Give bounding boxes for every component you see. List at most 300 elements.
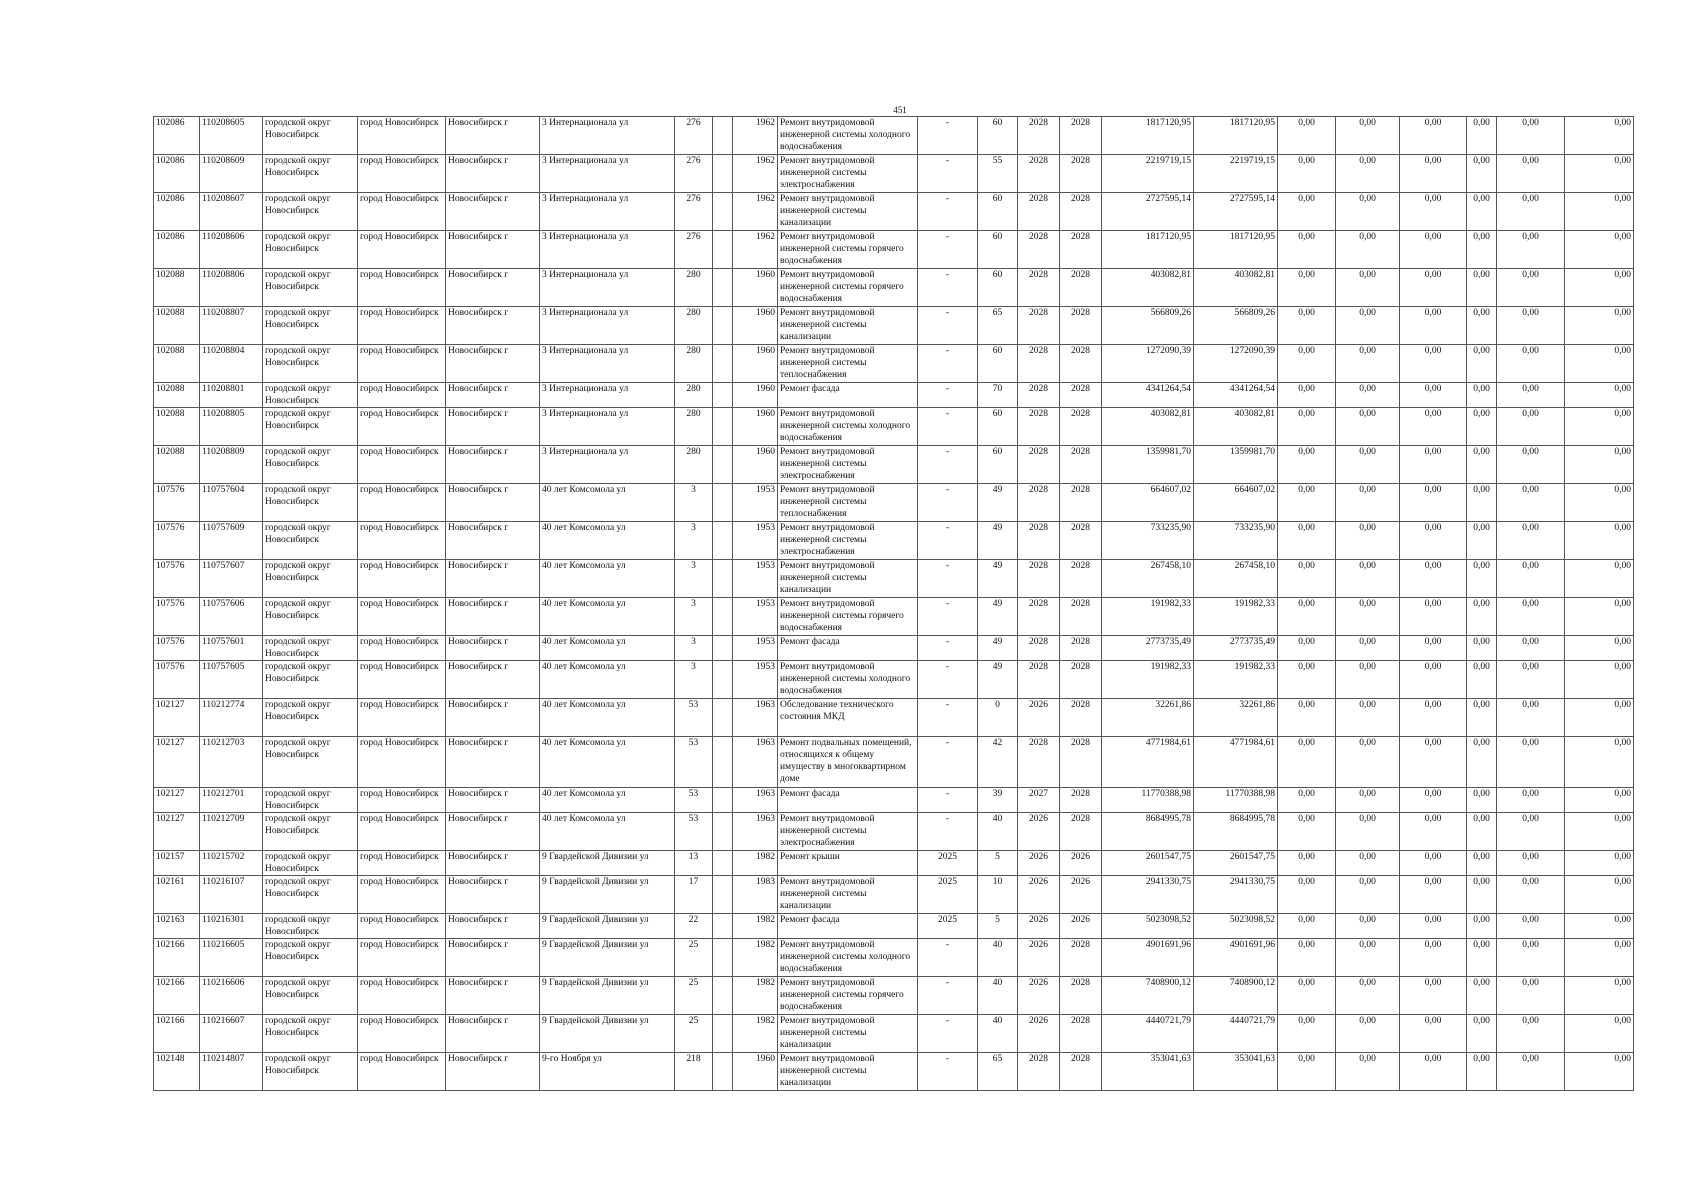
cell-work-id: 110208609 — [200, 155, 263, 193]
cell-house-id: 102088 — [154, 383, 200, 408]
cell-cost-other-1: 0,00 — [1467, 939, 1497, 977]
cell-street: 3 Интернационала ул — [540, 117, 675, 155]
cell-work-type: Ремонт внутридомовой инженерной системы электроснабжения — [778, 446, 918, 484]
cell-cost-budget-local: 0,00 — [1400, 446, 1467, 484]
cell-work-id: 110212703 — [200, 737, 263, 788]
cell-cost-fund: 403082,81 — [1194, 269, 1278, 307]
cell-cost-budget-federal: 0,00 — [1278, 484, 1336, 522]
cell-municipality: городской округ Новосибирск — [263, 876, 358, 914]
cell-house-number: 276 — [675, 155, 713, 193]
cell-planned-year: 2026 — [1018, 939, 1060, 977]
cell-house-id: 102161 — [154, 876, 200, 914]
cell-wear-percent: 60 — [978, 269, 1018, 307]
cell-wear-percent: 39 — [978, 788, 1018, 813]
cell-prev-year: 2025 — [918, 851, 978, 876]
table-row — [154, 155, 1634, 193]
cell-cost-total: 267458,10 — [1102, 560, 1194, 598]
cell-prev-year: - — [918, 939, 978, 977]
table-row — [154, 737, 1634, 788]
table-row — [154, 699, 1634, 737]
cell-cost-budget-local: 0,00 — [1400, 1015, 1467, 1053]
cell-cost-other-1: 0,00 — [1467, 560, 1497, 598]
cell-prev-year: 2025 — [918, 914, 978, 939]
cell-work-type: Ремонт внутридомовой инженерной системы канализации — [778, 560, 918, 598]
table-row — [154, 977, 1634, 1015]
cell-cost-total: 2941330,75 — [1102, 876, 1194, 914]
cell-cost-other-2: 0,00 — [1497, 914, 1565, 939]
cell-planned-year: 2026 — [1018, 1015, 1060, 1053]
cell-work-type: Ремонт внутридомовой инженерной системы горячего водоснабжения — [778, 269, 918, 307]
cell-building — [713, 636, 733, 661]
cell-cost-owners: 0,00 — [1565, 484, 1634, 522]
cell-municipality: городской округ Новосибирск — [263, 307, 358, 345]
cell-cost-budget-local: 0,00 — [1400, 345, 1467, 383]
cell-wear-percent: 60 — [978, 408, 1018, 446]
cell-city: Новосибирск г — [446, 1015, 540, 1053]
table-body — [154, 117, 1634, 1091]
cell-cost-other-1: 0,00 — [1467, 813, 1497, 851]
cell-cost-total: 566809,26 — [1102, 307, 1194, 345]
cell-cost-owners: 0,00 — [1565, 636, 1634, 661]
cell-work-id: 110212701 — [200, 788, 263, 813]
cell-settlement: город Новосибирск — [358, 1015, 446, 1053]
cell-cost-other-2: 0,00 — [1497, 598, 1565, 636]
cell-cost-other-1: 0,00 — [1467, 737, 1497, 788]
cell-municipality: городской округ Новосибирск — [263, 1015, 358, 1053]
cell-building — [713, 560, 733, 598]
cell-municipality: городской округ Новосибирск — [263, 117, 358, 155]
cell-city: Новосибирск г — [446, 914, 540, 939]
cell-building — [713, 522, 733, 560]
cell-prev-year: - — [918, 636, 978, 661]
cell-planned-year: 2028 — [1018, 231, 1060, 269]
cell-cost-budget-regional: 0,00 — [1336, 484, 1400, 522]
cell-street: 40 лет Комсомола ул — [540, 661, 675, 699]
cell-building — [713, 383, 733, 408]
cell-cost-owners: 0,00 — [1565, 939, 1634, 977]
cell-deadline-year: 2028 — [1060, 1053, 1102, 1091]
cell-cost-other-1: 0,00 — [1467, 1053, 1497, 1091]
cell-cost-other-1: 0,00 — [1467, 307, 1497, 345]
cell-cost-fund: 5023098,52 — [1194, 914, 1278, 939]
cell-cost-other-1: 0,00 — [1467, 598, 1497, 636]
cell-prev-year: - — [918, 117, 978, 155]
cell-cost-fund: 191982,33 — [1194, 661, 1278, 699]
cell-work-id: 110208606 — [200, 231, 263, 269]
cell-cost-owners: 0,00 — [1565, 813, 1634, 851]
cell-street: 3 Интернационала ул — [540, 193, 675, 231]
cell-street: 3 Интернационала ул — [540, 408, 675, 446]
cell-cost-total: 11770388,98 — [1102, 788, 1194, 813]
cell-cost-owners: 0,00 — [1565, 1015, 1634, 1053]
cell-wear-percent: 55 — [978, 155, 1018, 193]
cell-street: 9 Гвардейской Дивизии ул — [540, 939, 675, 977]
cell-year-built: 1960 — [733, 345, 778, 383]
cell-house-id: 102166 — [154, 939, 200, 977]
cell-work-id: 110208809 — [200, 446, 263, 484]
cell-building — [713, 813, 733, 851]
cell-street: 3 Интернационала ул — [540, 345, 675, 383]
cell-cost-total: 8684995,78 — [1102, 813, 1194, 851]
cell-work-id: 110208807 — [200, 307, 263, 345]
cell-work-type: Ремонт подвальных помещений, относящихся к общему имуществу в многоквартирном доме — [778, 737, 918, 788]
cell-municipality: городской округ Новосибирск — [263, 788, 358, 813]
cell-work-id: 110216606 — [200, 977, 263, 1015]
cell-house-id: 102086 — [154, 231, 200, 269]
cell-deadline-year: 2026 — [1060, 851, 1102, 876]
cell-cost-fund: 7408900,12 — [1194, 977, 1278, 1015]
cell-planned-year: 2028 — [1018, 560, 1060, 598]
cell-settlement: город Новосибирск — [358, 939, 446, 977]
cell-wear-percent: 40 — [978, 1015, 1018, 1053]
cell-street: 3 Интернационала ул — [540, 446, 675, 484]
cell-deadline-year: 2028 — [1060, 269, 1102, 307]
cell-wear-percent: 49 — [978, 661, 1018, 699]
table-row — [154, 1015, 1634, 1053]
cell-work-type: Ремонт внутридомовой инженерной системы холодного водоснабжения — [778, 408, 918, 446]
cell-municipality: городской округ Новосибирск — [263, 408, 358, 446]
cell-house-number: 280 — [675, 345, 713, 383]
cell-wear-percent: 42 — [978, 737, 1018, 788]
cell-deadline-year: 2028 — [1060, 155, 1102, 193]
table-row — [154, 522, 1634, 560]
cell-work-type: Ремонт фасада — [778, 914, 918, 939]
cell-street: 9 Гвардейской Дивизии ул — [540, 876, 675, 914]
cell-work-id: 110757606 — [200, 598, 263, 636]
cell-cost-owners: 0,00 — [1565, 661, 1634, 699]
cell-planned-year: 2028 — [1018, 269, 1060, 307]
cell-cost-budget-local: 0,00 — [1400, 661, 1467, 699]
cell-house-id: 102086 — [154, 155, 200, 193]
cell-prev-year: - — [918, 193, 978, 231]
cell-cost-other-2: 0,00 — [1497, 522, 1565, 560]
cell-work-type: Ремонт внутридомовой инженерной системы канализации — [778, 1015, 918, 1053]
cell-prev-year: - — [918, 737, 978, 788]
cell-city: Новосибирск г — [446, 269, 540, 307]
cell-cost-other-2: 0,00 — [1497, 788, 1565, 813]
cell-cost-budget-local: 0,00 — [1400, 117, 1467, 155]
cell-city: Новосибирск г — [446, 484, 540, 522]
cell-city: Новосибирск г — [446, 598, 540, 636]
cell-cost-other-1: 0,00 — [1467, 522, 1497, 560]
cell-prev-year: - — [918, 661, 978, 699]
cell-cost-fund: 2601547,75 — [1194, 851, 1278, 876]
table-row — [154, 788, 1634, 813]
cell-cost-budget-local: 0,00 — [1400, 408, 1467, 446]
cell-settlement: город Новосибирск — [358, 269, 446, 307]
cell-deadline-year: 2028 — [1060, 788, 1102, 813]
cell-city: Новосибирск г — [446, 1053, 540, 1091]
cell-street: 40 лет Комсомола ул — [540, 813, 675, 851]
cell-prev-year: - — [918, 522, 978, 560]
cell-cost-budget-federal: 0,00 — [1278, 345, 1336, 383]
cell-wear-percent: 60 — [978, 193, 1018, 231]
cell-wear-percent: 60 — [978, 117, 1018, 155]
cell-building — [713, 193, 733, 231]
cell-house-number: 25 — [675, 977, 713, 1015]
cell-house-number: 53 — [675, 813, 713, 851]
cell-cost-other-1: 0,00 — [1467, 345, 1497, 383]
cell-deadline-year: 2028 — [1060, 699, 1102, 737]
cell-cost-other-1: 0,00 — [1467, 383, 1497, 408]
cell-cost-fund: 1272090,39 — [1194, 345, 1278, 383]
cell-house-number: 280 — [675, 408, 713, 446]
cell-deadline-year: 2028 — [1060, 737, 1102, 788]
cell-settlement: город Новосибирск — [358, 699, 446, 737]
cell-planned-year: 2028 — [1018, 484, 1060, 522]
cell-cost-other-2: 0,00 — [1497, 155, 1565, 193]
cell-cost-budget-federal: 0,00 — [1278, 851, 1336, 876]
cell-cost-budget-regional: 0,00 — [1336, 737, 1400, 788]
cell-deadline-year: 2028 — [1060, 307, 1102, 345]
cell-cost-total: 2727595,14 — [1102, 193, 1194, 231]
cell-cost-budget-federal: 0,00 — [1278, 522, 1336, 560]
cell-wear-percent: 60 — [978, 446, 1018, 484]
cell-year-built: 1962 — [733, 155, 778, 193]
cell-cost-owners: 0,00 — [1565, 193, 1634, 231]
cell-wear-percent: 70 — [978, 383, 1018, 408]
cell-year-built: 1983 — [733, 876, 778, 914]
cell-cost-other-2: 0,00 — [1497, 636, 1565, 661]
cell-building — [713, 231, 733, 269]
cell-cost-budget-local: 0,00 — [1400, 876, 1467, 914]
cell-cost-budget-regional: 0,00 — [1336, 851, 1400, 876]
cell-cost-budget-local: 0,00 — [1400, 977, 1467, 1015]
cell-house-number: 276 — [675, 193, 713, 231]
cell-work-type: Ремонт внутридомовой инженерной системы холодного водоснабжения — [778, 117, 918, 155]
cell-municipality: городской округ Новосибирск — [263, 383, 358, 408]
cell-prev-year: - — [918, 408, 978, 446]
cell-work-id: 110216107 — [200, 876, 263, 914]
cell-deadline-year: 2026 — [1060, 876, 1102, 914]
cell-cost-other-2: 0,00 — [1497, 560, 1565, 598]
cell-house-id: 107576 — [154, 484, 200, 522]
cell-cost-budget-regional: 0,00 — [1336, 269, 1400, 307]
cell-cost-budget-federal: 0,00 — [1278, 598, 1336, 636]
table-row — [154, 560, 1634, 598]
cell-street: 3 Интернационала ул — [540, 307, 675, 345]
cell-city: Новосибирск г — [446, 155, 540, 193]
cell-wear-percent: 65 — [978, 1053, 1018, 1091]
cell-cost-owners: 0,00 — [1565, 737, 1634, 788]
cell-deadline-year: 2028 — [1060, 560, 1102, 598]
cell-planned-year: 2027 — [1018, 788, 1060, 813]
cell-planned-year: 2028 — [1018, 737, 1060, 788]
cell-year-built: 1960 — [733, 307, 778, 345]
cell-prev-year: - — [918, 446, 978, 484]
cell-year-built: 1962 — [733, 117, 778, 155]
cell-building — [713, 977, 733, 1015]
cell-city: Новосибирск г — [446, 636, 540, 661]
cell-cost-budget-regional: 0,00 — [1336, 876, 1400, 914]
cell-deadline-year: 2026 — [1060, 914, 1102, 939]
cell-year-built: 1982 — [733, 914, 778, 939]
cell-street: 9-го Ноября ул — [540, 1053, 675, 1091]
cell-municipality: городской округ Новосибирск — [263, 155, 358, 193]
cell-cost-total: 4440721,79 — [1102, 1015, 1194, 1053]
cell-cost-owners: 0,00 — [1565, 876, 1634, 914]
cell-cost-owners: 0,00 — [1565, 788, 1634, 813]
cell-cost-budget-regional: 0,00 — [1336, 231, 1400, 269]
cell-street: 40 лет Комсомола ул — [540, 598, 675, 636]
cell-cost-budget-federal: 0,00 — [1278, 117, 1336, 155]
cell-cost-fund: 4440721,79 — [1194, 1015, 1278, 1053]
cell-planned-year: 2026 — [1018, 813, 1060, 851]
cell-work-id: 110208605 — [200, 117, 263, 155]
cell-cost-owners: 0,00 — [1565, 383, 1634, 408]
cell-deadline-year: 2028 — [1060, 522, 1102, 560]
cell-cost-budget-local: 0,00 — [1400, 231, 1467, 269]
cell-house-id: 107576 — [154, 636, 200, 661]
cell-city: Новосибирск г — [446, 813, 540, 851]
cell-work-type: Ремонт фасада — [778, 788, 918, 813]
cell-cost-budget-federal: 0,00 — [1278, 155, 1336, 193]
cell-cost-other-1: 0,00 — [1467, 661, 1497, 699]
cell-cost-budget-regional: 0,00 — [1336, 1053, 1400, 1091]
table-row — [154, 408, 1634, 446]
cell-cost-budget-local: 0,00 — [1400, 598, 1467, 636]
cell-municipality: городской округ Новосибирск — [263, 345, 358, 383]
cell-cost-budget-regional: 0,00 — [1336, 522, 1400, 560]
cell-cost-other-1: 0,00 — [1467, 269, 1497, 307]
cell-planned-year: 2028 — [1018, 661, 1060, 699]
cell-house-number: 53 — [675, 699, 713, 737]
cell-cost-total: 403082,81 — [1102, 269, 1194, 307]
cell-wear-percent: 40 — [978, 977, 1018, 1015]
cell-cost-fund: 1817120,95 — [1194, 117, 1278, 155]
cell-cost-total: 2219719,15 — [1102, 155, 1194, 193]
cell-street: 9 Гвардейской Дивизии ул — [540, 977, 675, 1015]
cell-prev-year: - — [918, 560, 978, 598]
cell-cost-total: 1272090,39 — [1102, 345, 1194, 383]
cell-cost-budget-local: 0,00 — [1400, 914, 1467, 939]
cell-cost-budget-regional: 0,00 — [1336, 914, 1400, 939]
cell-cost-other-1: 0,00 — [1467, 876, 1497, 914]
cell-cost-budget-local: 0,00 — [1400, 813, 1467, 851]
cell-deadline-year: 2028 — [1060, 193, 1102, 231]
cell-city: Новосибирск г — [446, 699, 540, 737]
cell-work-id: 110757609 — [200, 522, 263, 560]
cell-deadline-year: 2028 — [1060, 231, 1102, 269]
cell-building — [713, 307, 733, 345]
cell-settlement: город Новосибирск — [358, 231, 446, 269]
cell-deadline-year: 2028 — [1060, 598, 1102, 636]
cell-house-number: 17 — [675, 876, 713, 914]
cell-cost-budget-regional: 0,00 — [1336, 699, 1400, 737]
cell-municipality: городской округ Новосибирск — [263, 914, 358, 939]
cell-cost-other-2: 0,00 — [1497, 813, 1565, 851]
cell-deadline-year: 2028 — [1060, 117, 1102, 155]
cell-year-built: 1963 — [733, 788, 778, 813]
cell-cost-budget-local: 0,00 — [1400, 699, 1467, 737]
cell-building — [713, 1053, 733, 1091]
cell-cost-owners: 0,00 — [1565, 155, 1634, 193]
cell-year-built: 1953 — [733, 661, 778, 699]
table-row — [154, 1053, 1634, 1091]
cell-wear-percent: 60 — [978, 345, 1018, 383]
cell-cost-other-1: 0,00 — [1467, 851, 1497, 876]
table-row — [154, 813, 1634, 851]
cell-year-built: 1960 — [733, 408, 778, 446]
cell-settlement: город Новосибирск — [358, 851, 446, 876]
cell-planned-year: 2028 — [1018, 155, 1060, 193]
cell-house-number: 280 — [675, 383, 713, 408]
cell-cost-owners: 0,00 — [1565, 269, 1634, 307]
cell-cost-owners: 0,00 — [1565, 851, 1634, 876]
page-number: 451 — [893, 105, 907, 115]
cell-house-number: 53 — [675, 788, 713, 813]
cell-cost-budget-local: 0,00 — [1400, 269, 1467, 307]
cell-municipality: городской округ Новосибирск — [263, 851, 358, 876]
cell-planned-year: 2028 — [1018, 522, 1060, 560]
cell-cost-other-1: 0,00 — [1467, 193, 1497, 231]
cell-settlement: город Новосибирск — [358, 408, 446, 446]
cell-cost-total: 1817120,95 — [1102, 231, 1194, 269]
cell-cost-other-2: 0,00 — [1497, 307, 1565, 345]
cell-cost-budget-federal: 0,00 — [1278, 307, 1336, 345]
cell-cost-budget-federal: 0,00 — [1278, 383, 1336, 408]
cell-wear-percent: 60 — [978, 231, 1018, 269]
cell-city: Новосибирск г — [446, 977, 540, 1015]
cell-house-number: 22 — [675, 914, 713, 939]
cell-house-number: 13 — [675, 851, 713, 876]
cell-cost-other-2: 0,00 — [1497, 345, 1565, 383]
cell-cost-fund: 353041,63 — [1194, 1053, 1278, 1091]
cell-wear-percent: 40 — [978, 813, 1018, 851]
cell-municipality: городской округ Новосибирск — [263, 446, 358, 484]
table-row — [154, 446, 1634, 484]
cell-work-id: 110214807 — [200, 1053, 263, 1091]
cell-work-type: Ремонт внутридомовой инженерной системы электроснабжения — [778, 155, 918, 193]
cell-work-type: Ремонт внутридомовой инженерной системы канализации — [778, 876, 918, 914]
cell-cost-other-2: 0,00 — [1497, 1015, 1565, 1053]
cell-house-number: 53 — [675, 737, 713, 788]
cell-work-type: Ремонт фасада — [778, 636, 918, 661]
cell-cost-other-1: 0,00 — [1467, 155, 1497, 193]
cell-cost-fund: 8684995,78 — [1194, 813, 1278, 851]
cell-building — [713, 345, 733, 383]
cell-cost-budget-local: 0,00 — [1400, 383, 1467, 408]
cell-cost-other-1: 0,00 — [1467, 484, 1497, 522]
cell-house-number: 3 — [675, 522, 713, 560]
cell-cost-other-2: 0,00 — [1497, 939, 1565, 977]
cell-cost-other-1: 0,00 — [1467, 788, 1497, 813]
cell-work-type: Ремонт внутридомовой инженерной системы холодного водоснабжения — [778, 939, 918, 977]
cell-house-id: 102086 — [154, 117, 200, 155]
cell-house-number: 276 — [675, 117, 713, 155]
cell-deadline-year: 2028 — [1060, 636, 1102, 661]
cell-wear-percent: 10 — [978, 876, 1018, 914]
cell-work-id: 110208805 — [200, 408, 263, 446]
cell-settlement: город Новосибирск — [358, 914, 446, 939]
cell-deadline-year: 2028 — [1060, 484, 1102, 522]
cell-cost-budget-federal: 0,00 — [1278, 939, 1336, 977]
cell-cost-budget-local: 0,00 — [1400, 737, 1467, 788]
cell-wear-percent: 5 — [978, 914, 1018, 939]
cell-cost-fund: 1817120,95 — [1194, 231, 1278, 269]
cell-work-type: Ремонт внутридомовой инженерной системы теплоснабжения — [778, 345, 918, 383]
cell-cost-budget-regional: 0,00 — [1336, 813, 1400, 851]
cell-street: 40 лет Комсомола ул — [540, 636, 675, 661]
cell-cost-budget-regional: 0,00 — [1336, 345, 1400, 383]
cell-work-id: 110216301 — [200, 914, 263, 939]
cell-house-number: 280 — [675, 307, 713, 345]
table-row — [154, 636, 1634, 661]
cell-house-id: 102088 — [154, 345, 200, 383]
cell-wear-percent: 40 — [978, 939, 1018, 977]
cell-city: Новосибирск г — [446, 117, 540, 155]
cell-cost-budget-regional: 0,00 — [1336, 788, 1400, 813]
